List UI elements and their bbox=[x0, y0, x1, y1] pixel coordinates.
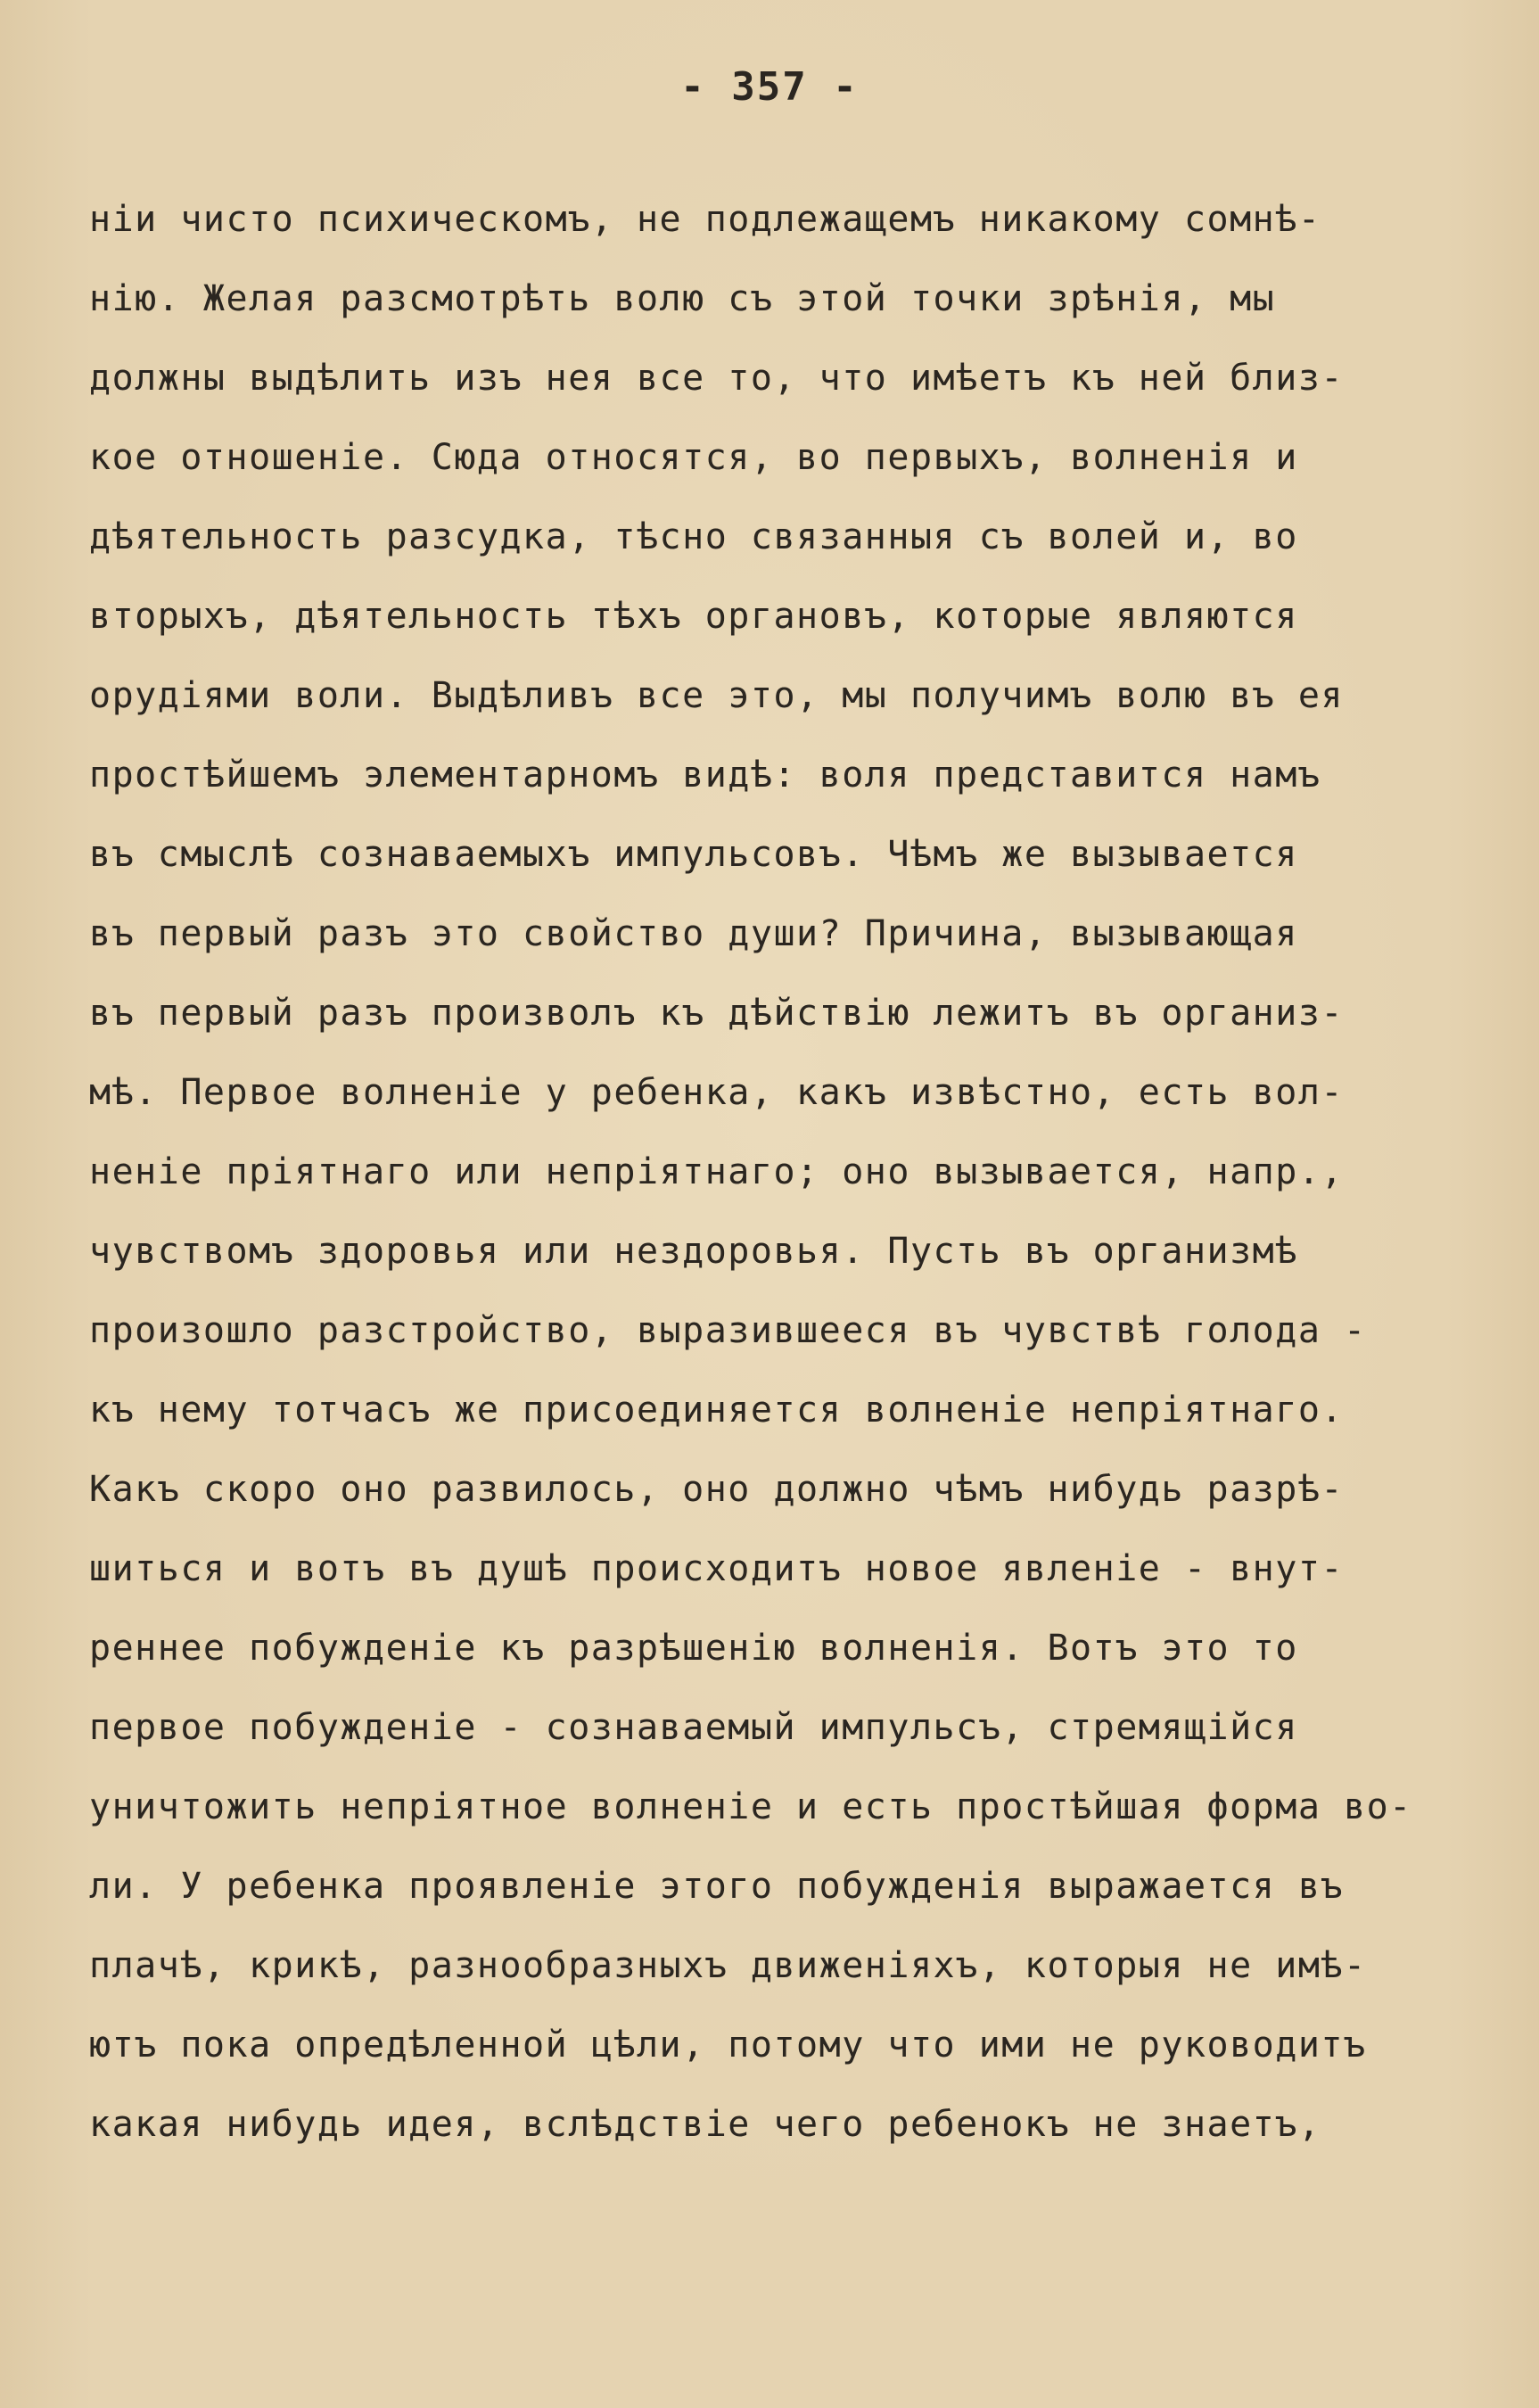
text-line: ли. У ребенка проявленiе этого побужденiя выражается въ bbox=[89, 1866, 1345, 1907]
text-line: должны выдѣлить изъ нея все то, что имѣетъ къ ней близ- bbox=[89, 358, 1345, 399]
text-line: плачѣ, крикѣ, разнообразныхъ движенiяхъ, которыя не имѣ- bbox=[89, 1945, 1367, 1986]
text-line: шиться и вотъ въ душѣ происходитъ новое явленiе - внут- bbox=[89, 1548, 1345, 1589]
text-line: уничтожить непрiятное волненiе и есть простѣйшая форма во- bbox=[89, 1786, 1412, 1827]
text-line: кое отношенiе. Сюда относятся, во первыхъ, волненiя и bbox=[89, 437, 1298, 478]
text-line: какая нибудь идея, вслѣдствiе чего ребенокъ не знаетъ, bbox=[89, 2104, 1321, 2145]
text-line: въ первый разъ это свойство души? Причина, вызывающая bbox=[89, 913, 1298, 954]
text-line: произошло разстройство, выразившееся въ чувствѣ голода - bbox=[89, 1310, 1367, 1351]
text-line: первое побужденiе - сознаваемый импульсъ, стремящiйся bbox=[89, 1707, 1298, 1748]
text-line: вторыхъ, дѣятельность тѣхъ органовъ, которые являются bbox=[89, 596, 1298, 637]
page-number: - 357 - bbox=[680, 64, 859, 110]
text-line: чувствомъ здоровья или нездоровья. Пусть въ организмѣ bbox=[89, 1231, 1298, 1272]
text-line: ютъ пока опредѣленной цѣли, потому что ими не руководитъ bbox=[89, 2025, 1367, 2066]
text-line: простѣйшемъ элементарномъ видѣ: воля представится намъ bbox=[89, 755, 1321, 796]
text-line: ненiе прiятнаго или непрiятнаго; оно вызывается, напр., bbox=[89, 1151, 1345, 1192]
text-line: нiи чисто психическомъ, не подлежащемъ никакому сомнѣ- bbox=[89, 199, 1321, 240]
text-line: мѣ. Первое волненiе у ребенка, какъ извѣстно, есть вол- bbox=[89, 1072, 1345, 1113]
text-line: орудiями воли. Выдѣливъ все это, мы получимъ волю въ ея bbox=[89, 675, 1345, 716]
text-line: въ смыслѣ сознаваемыхъ импульсовъ. Чѣмъ же вызывается bbox=[89, 834, 1298, 875]
text-line: въ первый разъ произволъ къ дѣйствiю лежитъ въ организ- bbox=[89, 993, 1345, 1034]
text-line: Какъ скоро оно развилось, оно должно чѣмъ нибудь разрѣ- bbox=[89, 1469, 1345, 1510]
text-line: нiю. Желая разсмотрѣть волю съ этой точки зрѣнiя, мы bbox=[89, 278, 1276, 319]
body-text bbox=[89, 189, 1480, 2173]
text-line: дѣятельность разсудка, тѣсно связанныя съ волей и, во bbox=[89, 516, 1298, 557]
text-line: къ нему тотчасъ же присоединяется волненiе непрiятнаго. bbox=[89, 1390, 1345, 1431]
text-line: реннее побужденiе къ разрѣшенiю волненiя. Вотъ это то bbox=[89, 1628, 1298, 1669]
